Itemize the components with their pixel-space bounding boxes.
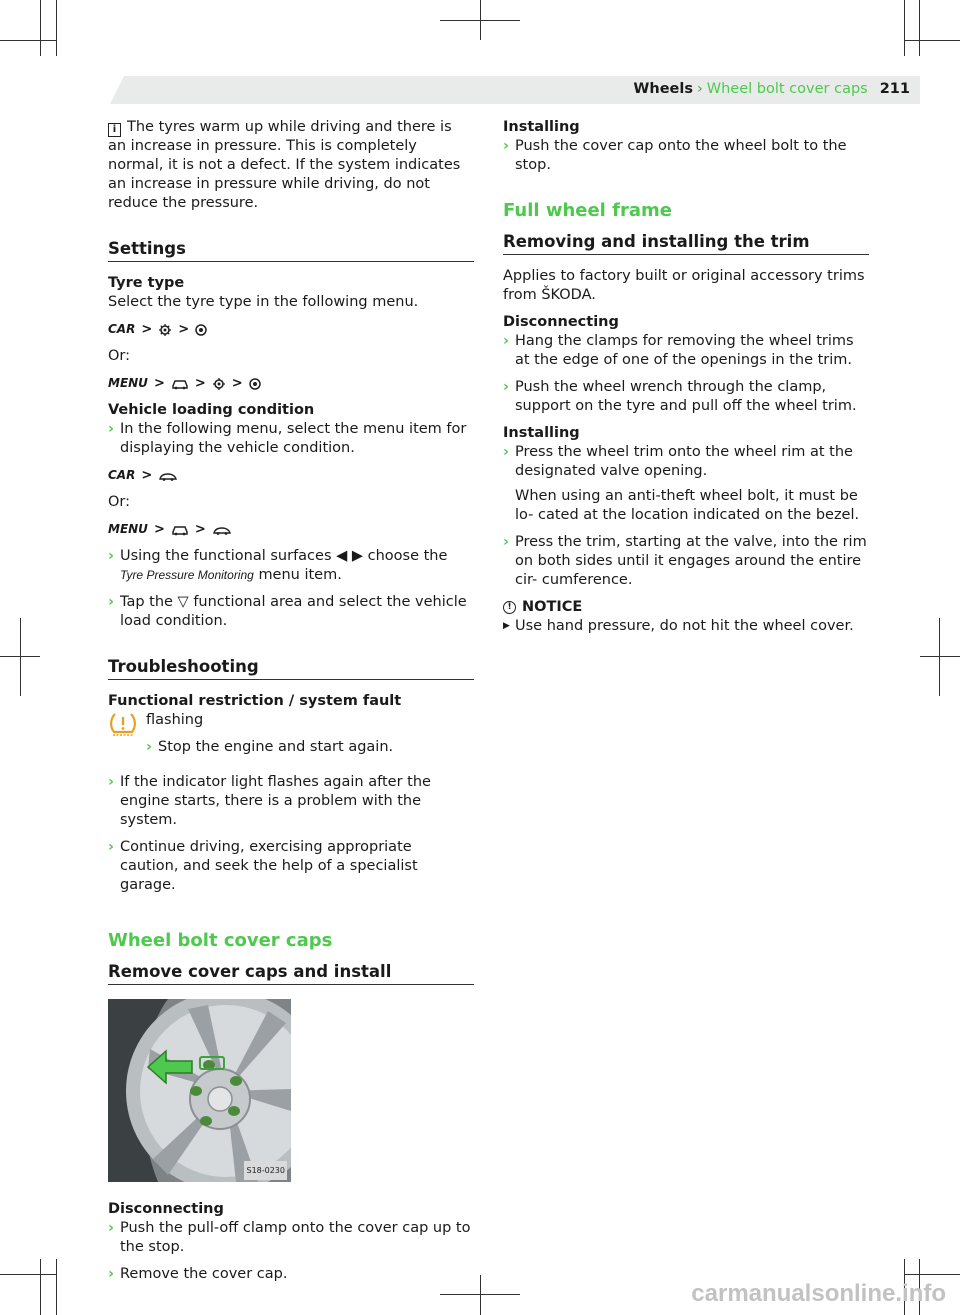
settings-gear-icon [212, 377, 226, 391]
step-text: If the indicator light flashes again after the engine starts, there is a problem with the system. [120, 774, 431, 828]
wheel-illustration [108, 999, 291, 1182]
step-chevron: › [108, 1220, 114, 1236]
notice-icon: ! [503, 601, 516, 614]
step-chevron: › [503, 138, 509, 154]
menu-path-car-settings [108, 320, 474, 339]
step-text: Push the cover cap onto the wheel bolt to the stop. [515, 138, 847, 173]
step-item [503, 332, 869, 370]
step-subtext: When using an anti-theft wheel bolt, it must be lo- cated at the location indicated on the bezel. [515, 488, 860, 523]
installing-heading: Installing [503, 425, 580, 441]
crop-mark [904, 1274, 960, 1275]
step-text: Press the trim, starting at the valve, into the rim on both sides until it engages around the entire cir- cumference. [515, 534, 867, 588]
step-chevron: › [503, 379, 509, 395]
wheel-figure [108, 999, 291, 1182]
disconnecting-heading: Disconnecting [108, 1201, 224, 1217]
step-text: Stop the engine and start again. [158, 739, 394, 755]
watermark: carmanualsonline.info [691, 1280, 946, 1307]
step-item [108, 1265, 474, 1284]
crop-mark [0, 40, 56, 41]
remove-trim-heading: Removing and installing the trim [503, 232, 869, 255]
tyre-icon [195, 324, 207, 336]
settings-gear-icon [158, 323, 172, 337]
section-heading-cover-caps: Wheel bolt cover caps [108, 930, 333, 951]
step-item [146, 738, 393, 757]
step-item [503, 443, 869, 525]
installing-heading: Installing [503, 119, 580, 135]
tyre-type-heading: Tyre type [108, 275, 185, 291]
info-note-text: The tyres warm up while driving and there is an increase in pressure. This is completely normal, it is not a defect. If the system indicates an increase in pressure while driving, do not reduce the pressure. [108, 119, 461, 211]
right-column [503, 118, 869, 644]
figure-label: S18-0230 [244, 1161, 287, 1180]
menu-path-menu-load [108, 520, 474, 539]
step-chevron: › [108, 774, 114, 790]
crop-mark [919, 0, 920, 56]
car-load-icon [158, 470, 178, 482]
step-chevron: › [108, 594, 114, 610]
settings-heading: Settings [108, 239, 474, 262]
menu-arrow: > [153, 376, 165, 391]
step-text: menu item. [258, 567, 342, 583]
crop-mark [56, 1259, 57, 1315]
tyre-type-text: Select the tyre type in the following menu. [108, 294, 419, 310]
or-label: Or: [108, 494, 131, 510]
step-chevron: › [503, 333, 509, 349]
step-text: Press the wheel trim onto the wheel rim at the designated valve opening. [515, 444, 853, 479]
disconnecting-heading: Disconnecting [503, 314, 619, 330]
step-item [503, 378, 869, 416]
crop-mark [20, 618, 21, 696]
step-text: Push the wheel wrench through the clamp, support on the tyre and pull off the wheel trim. [515, 379, 857, 414]
menu-arrow: > [178, 322, 190, 337]
step-chevron: › [503, 444, 509, 460]
step-item [108, 593, 474, 631]
menu-arrow: > [194, 376, 206, 391]
step-chevron: › [503, 534, 509, 550]
crop-mark [40, 0, 41, 56]
tyre-pressure-warning-icon [108, 711, 138, 739]
fault-row [108, 711, 474, 765]
step-item [108, 1219, 474, 1257]
menu-path-menu-settings [108, 374, 474, 393]
step-chevron: › [108, 548, 114, 564]
notice-item [503, 617, 869, 636]
menu-arrow: > [231, 376, 243, 391]
step-text: Tap the ▽ functional area and select the vehicle load condition. [120, 594, 467, 629]
car-key: CAR [108, 468, 136, 482]
crop-mark [0, 1274, 56, 1275]
step-text: Remove the cover cap. [120, 1266, 288, 1282]
notice-heading [503, 598, 869, 617]
step-chevron: › [108, 1266, 114, 1282]
step-item [503, 137, 869, 175]
breadcrumb-subsection[interactable]: Wheel bolt cover caps [706, 81, 868, 97]
crop-mark [480, 0, 481, 40]
step-item [108, 547, 474, 585]
page-header [633, 80, 910, 99]
page-number: 211 [879, 81, 910, 97]
step-text: In the following menu, select the menu item for displaying the vehicle condition. [120, 421, 467, 456]
info-note-icon: i [108, 123, 121, 137]
tyre-icon [249, 378, 261, 390]
crop-mark [40, 1259, 41, 1315]
vehicle-loading-heading: Vehicle loading condition [108, 402, 315, 418]
menu-arrow: > [153, 522, 165, 537]
tpm-menu-item: Tyre Pressure Monitoring [120, 568, 254, 582]
menu-arrow: > [141, 322, 153, 337]
step-text: Continue driving, exercising appropriate caution, and seek the help of a specialist garage. [120, 839, 418, 893]
menu-key: MENU [108, 376, 148, 390]
notice-text: Use hand pressure, do not hit the wheel cover. [515, 618, 854, 634]
car-load-icon [212, 524, 232, 536]
fault-heading: Functional restriction / system fault [108, 693, 402, 709]
car-icon [171, 378, 189, 390]
menu-key: MENU [108, 522, 148, 536]
step-item [108, 773, 474, 830]
menu-arrow: > [141, 468, 153, 483]
step-chevron: › [108, 839, 114, 855]
crop-mark [480, 1275, 481, 1315]
step-chevron: › [146, 739, 152, 755]
step-text: Hang the clamps for removing the wheel trims at the edge of one of the openings in the trim. [515, 333, 854, 368]
left-column [108, 118, 474, 1292]
crop-mark [56, 0, 57, 56]
breadcrumb-separator: › [696, 81, 703, 97]
crop-mark [904, 40, 960, 41]
step-chevron: › [108, 421, 114, 437]
or-label: Or: [108, 348, 131, 364]
crop-mark [920, 656, 960, 657]
menu-arrow: > [194, 522, 206, 537]
step-text: Push the pull-off clamp onto the cover cap up to the stop. [120, 1220, 471, 1255]
troubleshooting-heading: Troubleshooting [108, 657, 474, 680]
triangle-bullet-icon: ▶ [503, 621, 510, 631]
applies-text: Applies to factory built or original accessory trims from ŠKODA. [503, 268, 865, 303]
menu-path-car-load [108, 466, 474, 485]
car-icon [171, 524, 189, 536]
crop-mark [904, 0, 905, 56]
step-item [108, 420, 474, 458]
car-key: CAR [108, 322, 136, 336]
step-item [503, 533, 869, 590]
info-note [108, 118, 474, 213]
crop-mark [939, 618, 940, 696]
remove-install-heading: Remove cover caps and install [108, 962, 474, 985]
notice-title: NOTICE [522, 599, 583, 615]
section-heading-full-wheel: Full wheel frame [503, 200, 672, 221]
breadcrumb-section[interactable]: Wheels [633, 81, 693, 97]
step-item [108, 838, 474, 895]
flashing-label: flashing [146, 712, 204, 728]
step-text: Using the functional surfaces ◀ ▶ choose the [120, 548, 448, 564]
